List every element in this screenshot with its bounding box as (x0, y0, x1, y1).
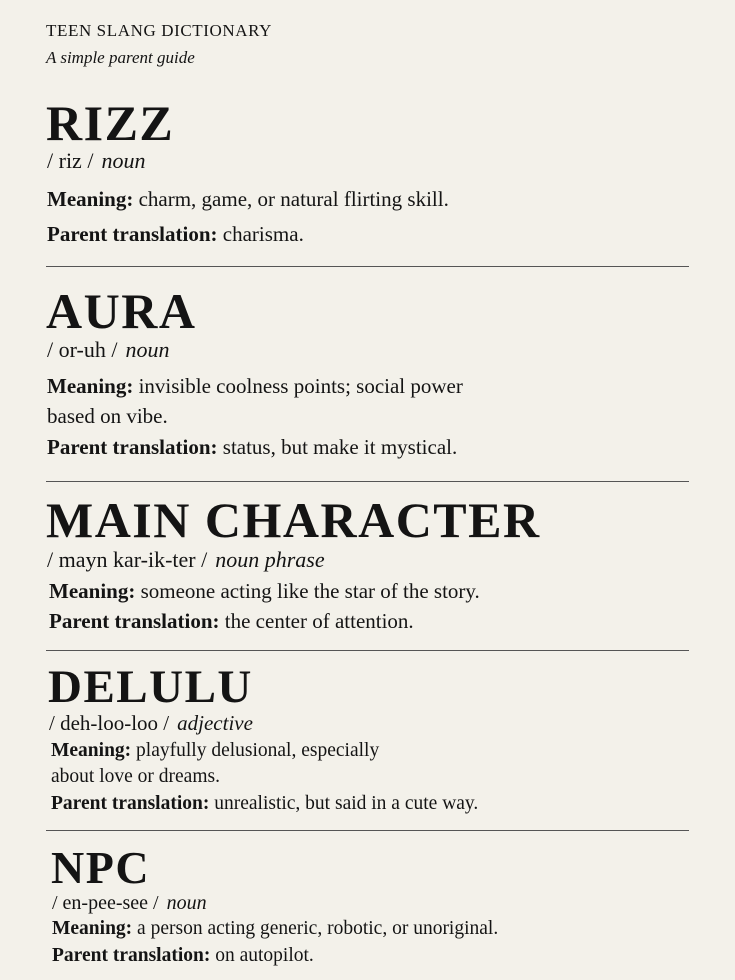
entry-word: NPC (51, 842, 151, 893)
entry-parent-translation (49, 606, 414, 636)
entry-pronunciation (52, 893, 207, 913)
entry-parent-translation (52, 942, 314, 969)
parent-translation-label: Parent translation: (47, 435, 218, 459)
part-of-speech: noun phrase (215, 547, 325, 572)
entry-word: AURA (46, 283, 197, 339)
entry-meaning (51, 737, 379, 764)
entry-pronunciation (49, 713, 253, 734)
meaning-label: Meaning: (47, 374, 134, 398)
parent-translation-label: Parent translation: (47, 222, 218, 246)
entry-meaning-continued: about love or dreams. (51, 766, 220, 787)
divider (46, 481, 689, 482)
parent-translation-text: the center of attention. (224, 609, 414, 633)
pronunciation-text: / deh-loo-loo / (49, 711, 170, 735)
entry-word: DELULU (48, 661, 253, 713)
entry-meaning (52, 915, 498, 942)
page-title: TEEN SLANG DICTIONARY (46, 21, 273, 40)
meaning-text: invisible coolness points; social power (138, 374, 463, 398)
entry-meaning (47, 371, 463, 401)
meaning-text: a person acting generic, robotic, or unoriginal. (137, 918, 499, 939)
parent-translation-label: Parent translation: (49, 609, 220, 633)
meaning-text: someone acting like the star of the story. (140, 579, 480, 603)
parent-translation-text: status, but make it mystical. (222, 435, 458, 459)
divider (46, 650, 689, 651)
parent-translation-text: charisma. (222, 222, 304, 246)
pronunciation-text: / or-uh / (47, 337, 118, 362)
entry-meaning (49, 576, 480, 606)
part-of-speech: noun (166, 892, 207, 914)
pronunciation-text: / en-pee-see / (52, 892, 159, 914)
entry-pronunciation (47, 549, 325, 571)
divider (46, 266, 689, 267)
page-subtitle: A simple parent guide (46, 48, 195, 67)
meaning-label: Meaning: (49, 579, 136, 603)
entry-parent-translation (47, 219, 304, 249)
meaning-label: Meaning: (51, 740, 132, 761)
part-of-speech: noun (125, 337, 170, 362)
parent-translation-text: on autopilot. (215, 945, 314, 966)
pronunciation-text: / riz / (47, 148, 94, 173)
parent-translation-text: unrealistic, but said in a cute way. (214, 793, 479, 814)
entry-meaning (47, 184, 449, 214)
entry-pronunciation (47, 339, 169, 361)
meaning-label: Meaning: (52, 918, 133, 939)
meaning-text: charm, game, or natural flirting skill. (138, 187, 449, 211)
parent-translation-label: Parent translation: (51, 793, 210, 814)
entry-parent-translation (51, 790, 478, 817)
entry-word: MAIN CHARACTER (46, 492, 541, 548)
meaning-text: playfully delusional, especially (136, 740, 380, 761)
pronunciation-text: / mayn kar-ik-ter / (47, 547, 208, 572)
parent-translation-label: Parent translation: (52, 945, 211, 966)
entry-parent-translation (47, 432, 457, 462)
part-of-speech: adjective (177, 711, 253, 735)
divider (46, 830, 689, 831)
meaning-label: Meaning: (47, 187, 134, 211)
entry-word: RIZZ (46, 95, 175, 151)
part-of-speech: noun (101, 148, 146, 173)
entry-pronunciation (47, 150, 145, 172)
entry-meaning-continued: based on vibe. (47, 404, 168, 428)
